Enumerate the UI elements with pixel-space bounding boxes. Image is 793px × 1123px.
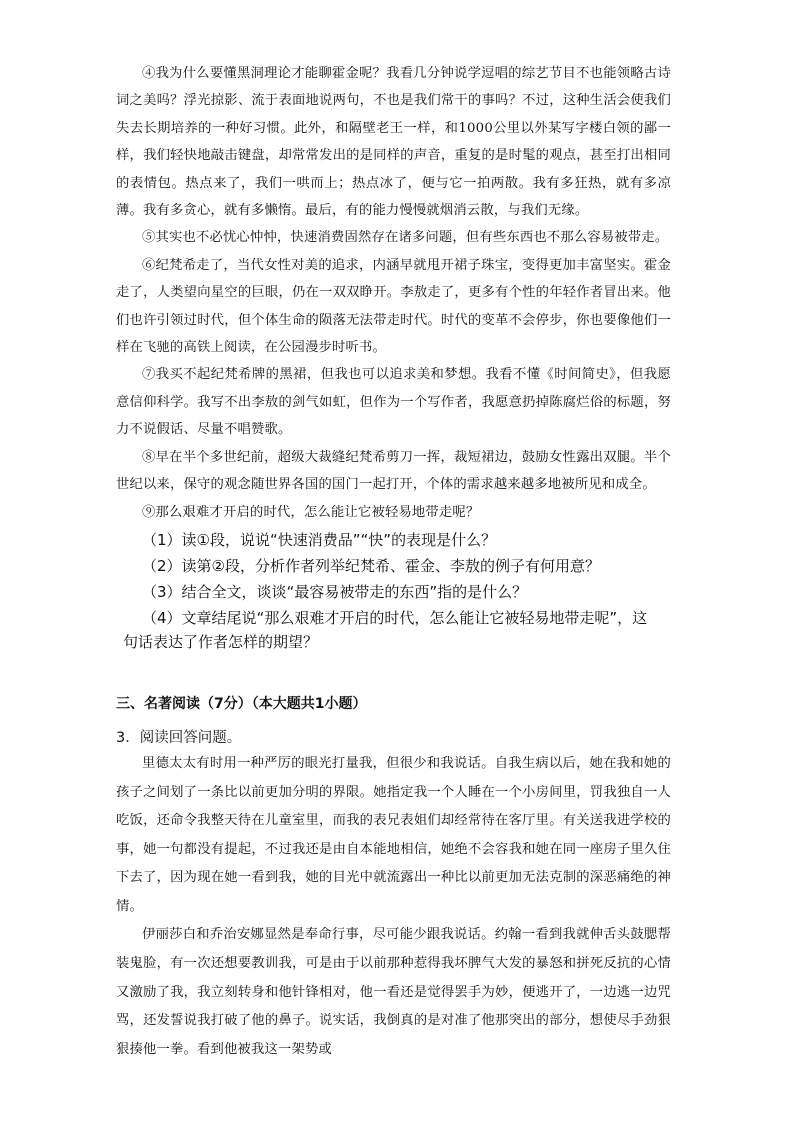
- question-list: [116, 528, 671, 654]
- question-3: （3）结合全文，谈谈“最容易被带走的东西”指的是什么？: [142, 582, 528, 601]
- novel-paragraph-2: 伊丽莎白和乔治安娜显然是奉命行事，尽可能少跟我说话。约翰一看到我就伸舌头鼓腮帮装鬼脸，有一次还想要教训我，可是由于以前那种惹得我坏脾气大发的暴怒和拼死反抗的心情又激励了我，我立刻转身和他针锋相对，他一看还是觉得罢手为妙，便逃开了，一边逃一边咒骂，还发誓说我打破了他的鼻子。说实话，我倒真的是对准了他那突出的部分，想使尽手劲狠狠揍他一拳。看到他被我这一架势或: [116, 927, 671, 1057]
- paragraph-6: ⑥纪梵希走了，当代女性对美的追求，内涵早就甩开裙子珠宝，变得更加丰富坚实。霍金走了，人类望向星空的巨眼，仍在一双双睁开。李敖走了，更多有个性的年轻作者冒出来。他们也许引领过时代，但个体生命的陨落无法带走时代。时代的变革不会停步，你也要像他们一样在飞驰的高铁上阅读，在公园漫步时听书。: [116, 257, 671, 356]
- question-4: [116, 606, 671, 654]
- document-page: [116, 60, 671, 1064]
- paragraph-9: ⑨那么艰难才开启的时代，怎么能让它被轻易地带走呢？: [142, 504, 480, 520]
- paragraph-7: ⑦我买不起纪梵希牌的黑裙，但我也可以追求美和梦想。我看不懂《时间简史》，但我愿意信仰科学。我写不出李敖的剑气如虹，但作为一个写作者，我愿意扔掉陈腐烂俗的标题，努力不说假话、尽量不唱赞歌。: [116, 367, 671, 438]
- article-excerpt: [116, 60, 671, 526]
- paragraph-8: ⑧早在半个多世纪前，超级大裁缝纪梵希剪刀一挥，裁短裙边，鼓励女性露出双腿。半个世纪以来，保守的观念随世界各国的国门一起打开，个体的需求越来越多地被所见和成全。: [116, 449, 671, 493]
- paragraph-4: ④我为什么要懂黑洞理论才能聊霍金呢？我看几分钟说学逗唱的综艺节目不也能领略古诗词之美吗？浮光掠影、流于表面地说两句，不也是我们常干的事吗？不过，这种生活会使我们失去长期培养的一种好习惯。此外，和隔壁老王一样，和1000公里以外某写字楼白领的鄙一样，我们轻快地敲击键盘，却常常发出的是同样的声音，重复的是时髦的观点，甚至打出相同的表情包。热点来了，我们一哄而上；热点冰了，便与它一拍两散。我有多狂热，就有多凉薄。我有多贪心，就有多懒惰。最后，有的能力慢慢就烟消云散，与我们无缘。: [116, 66, 671, 219]
- paragraph-5: ⑤其实也不必忧心忡忡，快速消费固然存在诸多问题，但有些东西也不那么容易被带走。: [142, 230, 669, 246]
- question-head: 3．阅读回答问题。: [116, 729, 242, 746]
- question-4-line-2: 句话表达了作者怎样的期望？: [123, 632, 319, 651]
- question-2: （2）读第②段，分析作者列举纪梵希、霍金、李敖的例子有何用意？: [142, 556, 600, 575]
- question-4-line-1: （4）文章结尾说“那么艰难才开启的时代，怎么能让它被轻易地带走呢”，这: [142, 608, 648, 627]
- novel-paragraph-1: 里德太太有时用一种严厉的眼光打量我，但很少和我说话。自我生病以后，她在我和她的孩子之间划了一条比以前更加分明的界限。她指定我一个人睡在一个小房间里，罚我独自一人吃饭，还命令我整天待在儿童室里，而我的表兄表姐们却经常待在客厅里。有关送我进学校的事，她一句都没有提起，不过我还是由自本能地相信，她绝不会容我和她在同一座房子里久住下去了，因为现在她一看到我，她的目光中就流露出一种比以前更加无法克制的深恶痛绝的神情。: [116, 755, 671, 914]
- section-title: 三、名著阅读（7分）（本大题共1小题）: [116, 695, 367, 712]
- question-1: （1）读①段，说说“快速消费品”“快”的表现是什么？: [142, 530, 497, 549]
- novel-excerpt: [116, 750, 671, 1065]
